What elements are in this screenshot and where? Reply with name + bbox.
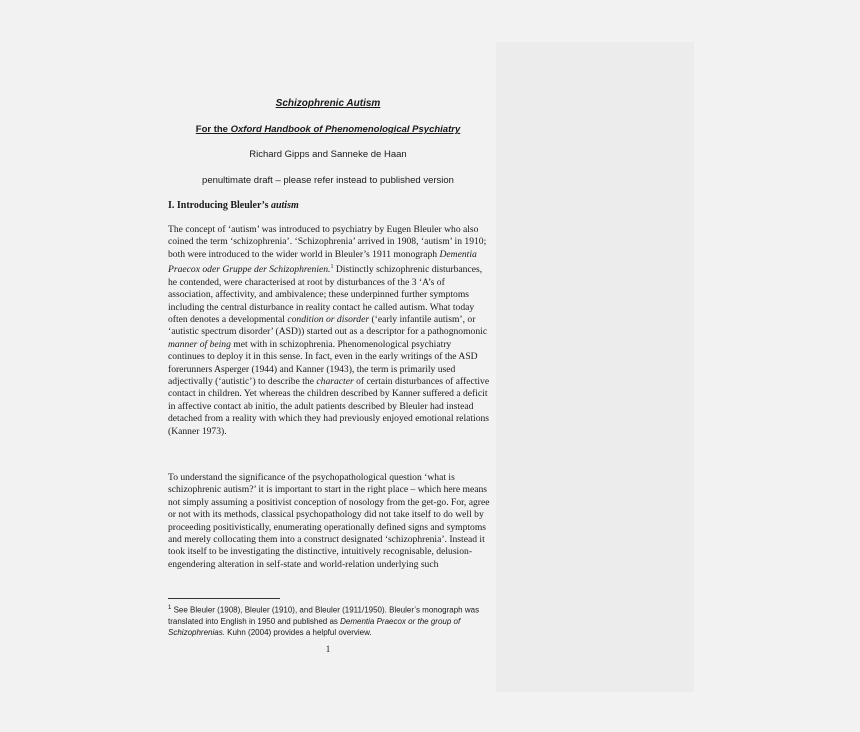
p1-text-c: Distinctly schizophrenic disturbances, he contended, were characterised at root by disturbances of the 3 ‘A’s of association, affectivity, and ambivalence; these underpinned further symptoms including the central disturbance in reality contact he called autism. What today often denotes a developmental — [168, 264, 483, 326]
page-number: 1 — [325, 644, 331, 654]
p1-text-i: of certain disturbances of affective contact in children. Yet whereas the children described by Kanner suffered a deficit in affective contact ab initio, the adult patients described by Bleuler had instead detached from a reality with which they had previously enjoyed emotional relations (Kanner 1973). — [168, 376, 490, 437]
footnote-divider — [168, 598, 280, 599]
document-authors: Richard Gipps and Sanneke de Haan — [249, 149, 407, 160]
footnote-text-c: Kuhn (2004) provides a helpful overview. — [224, 627, 372, 637]
subtitle-prefix: For the — [195, 124, 231, 135]
p1-italic-b: Dementia Praecox oder Gruppe der Schizophrenien. — [168, 248, 477, 276]
document-title: Schizophrenic Autism — [275, 98, 381, 109]
heading-prefix: I. Introducing Bleuler’s — [168, 200, 271, 211]
p1-text-e: (‘early infantile autism’, or ‘autistic spectrum disorder’ (ASD)) started out as a descriptor for a pathognomonic — [168, 314, 488, 338]
paragraph-2: To understand the significance of the psychopathological question ‘what is schizophrenic autism?’ it is important to start in the right place – which here means not simply assuming a positivist conception of nosology from the get-go. For, agree or not with its methods, classical psychopathology did not take itself to do well by proceeding positivistically, enumerating operationally defined signs and symptoms and merely collocating them into a construct designated ‘schizophrenia’. Instead it took itself to be investigating the distinctive, intuitively recognisable, delusion-engendering alteration in self-state and world-relation underlying such — [168, 472, 490, 570]
footnote-ref: 1 — [330, 264, 334, 271]
document-page — [160, 88, 496, 668]
p1-text-a: The concept of ‘autism’ was introduced to psychiatry by Eugen Bleuler who also coined the term ‘schizophrenia’. ‘Schizophrenia’ arrived in 1908, ‘autism’ in 1910; both were introduced to the wider world in Bleuler’s 1911 monograph — [168, 224, 487, 260]
document-subtitle — [160, 124, 496, 135]
draft-note: penultimate draft – please refer instead to published version — [202, 175, 454, 186]
footnote — [168, 603, 494, 638]
section-heading — [168, 200, 299, 211]
p1-italic-f: manner of being — [168, 338, 231, 350]
p1-italic-d: condition or disorder — [287, 314, 370, 326]
paragraph-1 — [168, 224, 490, 438]
p1-italic-h: character — [316, 376, 354, 388]
footnote-text-a: See Bleuler (1908), Bleuler (1910), and Bleuler (1911/1950). Bleuler’s monograph was translated into English in 1950 and published as — [168, 605, 480, 626]
subtitle-italic: Oxford Handbook of Phenomenological Psychiatry — [230, 124, 461, 135]
footnote-number: 1 — [168, 605, 172, 611]
p1-text-g: met with in schizophrenia. Phenomenological psychiatry continues to deploy it in this sense. In fact, even in the early writings of the ASD forerunners Asperger (1944) and Kanner (1943), the term is primarily used adjectivally (‘autistic’) to describe the — [168, 338, 478, 388]
side-panel — [496, 42, 694, 692]
heading-italic: autism — [270, 200, 299, 211]
footnote-italic-b: Dementia Praecox or the group of Schizophrenias. — [168, 616, 461, 637]
